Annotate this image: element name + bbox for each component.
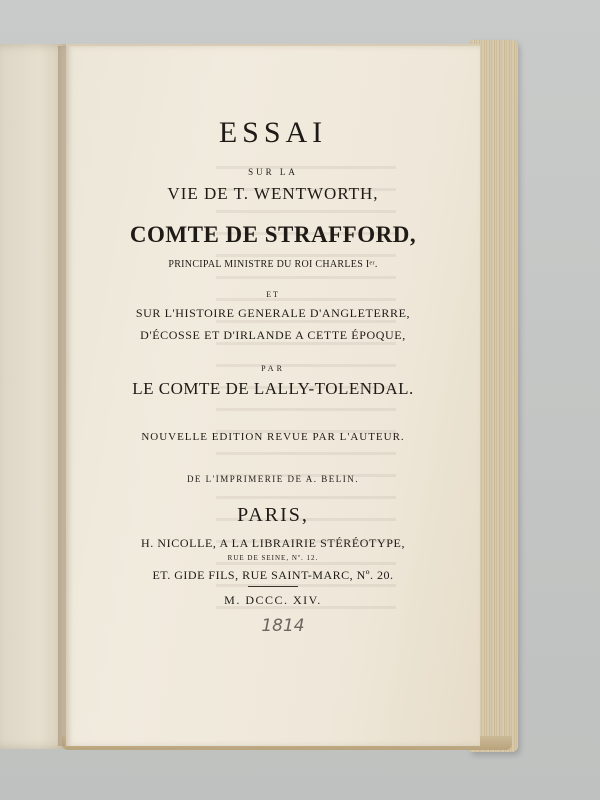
subject-role: PRINCIPAL MINISTRE DU ROI CHARLES Iᵉʳ. — [168, 259, 378, 270]
subject-line: VIE DE T. WENTWORTH, — [167, 184, 379, 203]
history-line-2: D'ÉCOSSE ET D'IRLANDE A CETTE ÉPOQUE, — [140, 328, 406, 342]
edition-note: NOUVELLE EDITION REVUE PAR L'AUTEUR. — [141, 431, 405, 443]
handwritten-year-text: 1814 — [261, 616, 305, 636]
publisher-address: RUE DE SEINE, Nº. 12. — [227, 554, 319, 562]
roman-year: M. DCCC. XIV. — [224, 593, 322, 607]
subject-title: COMTE DE STRAFFORD, — [129, 222, 417, 247]
history-line-1: SUR L'HISTOIRE GENERALE D'ANGLETERRE, — [135, 306, 411, 320]
title-page — [66, 44, 480, 746]
publisher-line-2: ET. GIDE FILS, RUE SAINT-MARC, Nº. 20. — [152, 568, 394, 582]
divider-rule — [248, 586, 298, 587]
city: PARIS, — [237, 504, 309, 526]
printer-line: DE L'IMPRIMERIE DE A. BELIN. — [186, 474, 360, 484]
publisher-line-1: H. NICOLLE, A LA LIBRAIRIE STÉRÉOTYPE, — [140, 536, 406, 550]
title: ESSAI — [218, 116, 328, 149]
par-line: PAR — [261, 364, 285, 373]
et-line: ET — [266, 290, 280, 299]
gutter-shadow — [58, 46, 72, 746]
handwritten-year — [259, 613, 307, 637]
author: LE COMTE DE LALLY-TOLENDAL. — [132, 379, 414, 398]
sur-la-line: SUR LA — [248, 167, 298, 177]
